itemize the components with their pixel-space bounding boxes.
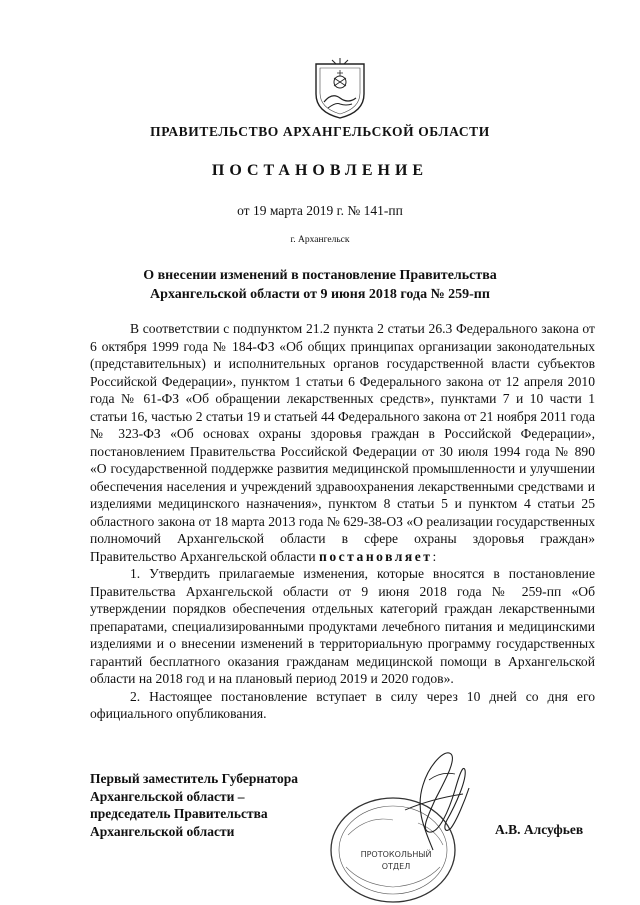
title-line-1: О внесении изменений в постановление Правительства: [143, 268, 497, 283]
document-type: ПОСТАНОВЛЕНИЕ: [211, 162, 429, 179]
signer-name: А.В. Алсуфьев: [495, 822, 584, 837]
document-city: г. Архангельск: [290, 235, 350, 245]
signer-position-line-1: Первый заместитель Губернатора: [90, 771, 298, 786]
resolves-word: постановляет: [319, 548, 433, 564]
coat-of-arms-emblem: [312, 58, 368, 120]
item-2-paragraph: 2. Настоящее постановление вступает в силу через 10 дней со дня его официального опубликования.: [90, 688, 595, 721]
preamble-text: В соответствии с подпунктом 21.2 пункта 2 статьи 26.3 Федерального закона от 6 октября 1999 года № 184-ФЗ «Об общих принципах организации законодательных (представительных) и исполнительных органов государственной власти субъектов Российской Федерации», пунктом 1 статьи 6 Федерального закона от 12 апреля 2010 года № 61-ФЗ «Об обращении лекарственных средств», пунктами 7 и 10 части 1 статьи 16, частью 2 статьи 19 и статьей 44 Федерального закона от 21 ноября 2011 года № 323-ФЗ «Об основах охраны здоровья граждан в Российской Федерации», постановлением Правительства Российской Федерации от 30 июля 1994 года № 890 «О государственной поддержке развития медицинской промышленности и улучшении обеспечения населения и учреждений здравоохранения лекарственными средствами и изделиями медицинского назначения», пунктом 8 статьи 5 и пунктом 4 статьи 25 областного закона от 18 марта 2013 года № 629-38-ОЗ «О реализации государственных полномочий Архангельской области в сфере охраны здоровья граждан» Правительство Архангельской области: [90, 321, 595, 564]
document-body: [90, 320, 595, 723]
signer-position-line-2: Архангельской области –: [90, 788, 245, 804]
resolves-colon: :: [432, 548, 437, 564]
item-1-paragraph: 1. Утвердить прилагаемые изменения, которые вносятся в постановление Правительства Архангельской области от 9 июня 2018 года № 259-пп «Об утверждении порядков обеспечения отдельных категорий граждан лекарственными препаратами, специализированными продуктами лечебного питания и медицинскими изделиями и о внесении изменений в территориальную программу государственных гарантий бесплатного оказания гражданам медицинской помощи в Архангельской области на 2018 год и на плановый период 2019 и 2020 годов».: [90, 566, 595, 686]
stamp-text-1: ПРОТОКОЛЬНЫЙ: [360, 850, 432, 859]
signer-position: [90, 770, 390, 840]
organization-name: ПРАВИТЕЛЬСТВО АРХАНГЕЛЬСКОЙ ОБЛАСТИ: [150, 124, 490, 139]
title-line-2: Архангельской области от 9 июня 2018 года № 259-пп: [150, 287, 490, 302]
signer-position-line-4: Архангельской области: [90, 823, 235, 839]
document-date-number: от 19 марта 2019 г. № 141-пп: [237, 203, 403, 218]
signer-position-line-3: председатель Правительства: [90, 806, 268, 821]
preamble-paragraph: [90, 320, 595, 565]
document-title: [95, 266, 545, 304]
stamp-text-2: ОТДЕЛ: [381, 862, 411, 871]
handwritten-signature: [385, 740, 485, 860]
